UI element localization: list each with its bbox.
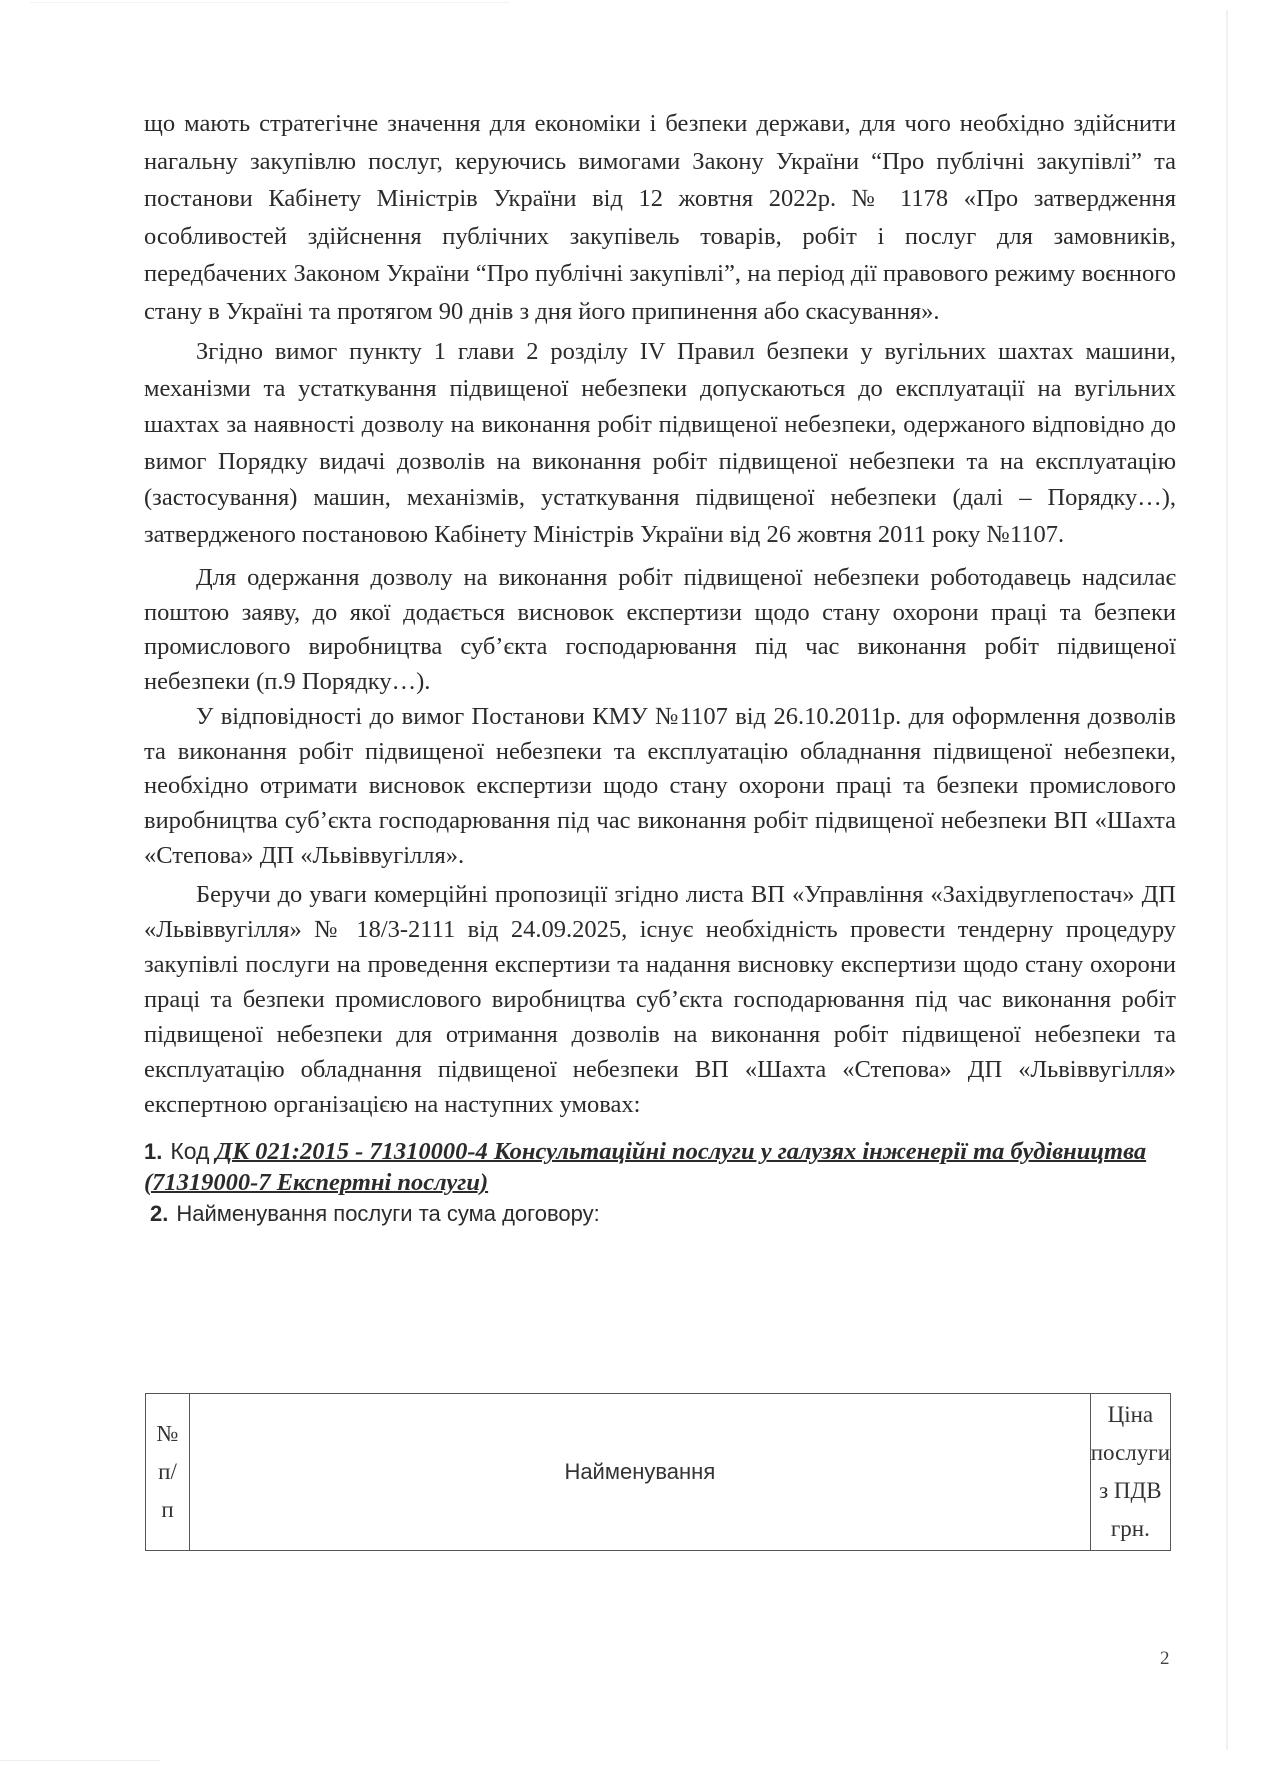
header-row-number: № п/ п <box>146 1394 190 1551</box>
paragraph-cmu-resolution: У відповідності до вимог Постанови КМУ №1107 від 26.10.2011р. для оформлення дозволів та виконання робіт підвищеної небезпеки та експлуатацію обладнання підвищеної небезпеки, необхідно отримати висновок експертизи щодо стану охорони праці та безпеки промислового виробництва суб’єкта господарювання під час виконання робіт підвищеної небезпеки ВП «Шахта «Степова» ДП «Львіввугілля». <box>144 702 1176 869</box>
item-text: Найменування послуги та сума договору: <box>176 1201 600 1227</box>
page-number: 2 <box>1160 1648 1170 1669</box>
page-edge <box>1226 10 1228 1750</box>
scan-artifact <box>30 2 510 3</box>
table-header-row <box>146 1394 1171 1551</box>
paragraph-commercial-offers: Беручи до уваги комерційні пропозиції згідно листа ВП «Управління «Західвуглепостач» ДП «Львіввугілля» № 18/3-2111 від 24.09.2025, існує необхідність провести тендерну процедуру закупівлі послуги на проведення експертизи та надання висновку експертизи щодо стану охорони праці та безпеки промислового виробництва суб’єкта господарювання під час виконання робіт підвищеної небезпеки для отримання дозволів на виконання робіт підвищеної небезпеки та експлуатацію обладнання підвищеної небезпеки ВП «Шахта «Степова» ДП «Львіввугілля» експертною організацією на наступних умовах: <box>144 881 1176 1119</box>
paragraph-permit-procedure: Для одержання дозволу на виконання робіт підвищеної небезпеки роботодавець надсилає поштою заяву, до якої додається висновок експертизи щодо стану охорони праці та безпеки промислового виробництва суб’єкта господарювання під час виконання робіт підвищеної небезпеки (п.9 Порядку…). <box>144 564 1176 696</box>
paragraph-safety-rules: Згідно вимог пункту 1 глави 2 розділу IV Правил безпеки у вугільних шахтах машини, механізми та устаткування підвищеної небезпеки допускаються до експлуатації на вугільних шахтах за наявності дозволу на виконання робіт підвищеної небезпеки, одержаного відповідно до вимог Порядку видачі дозволів на виконання робіт підвищеної небезпеки та на експлуатацію (застосування) машин, механізмів, устаткування підвищеної небезпеки (далі – Порядку…), затвердженого постановою Кабінету Міністрів України від 26 жовтня 2011 року №1107. <box>144 338 1176 548</box>
scan-artifact <box>0 1760 160 1761</box>
services-table <box>145 1393 1171 1551</box>
header-price: Ціна послуги з ПДВ грн. <box>1090 1394 1170 1551</box>
item-cpv-code <box>144 1136 1176 1198</box>
item-label: Код <box>170 1138 210 1165</box>
cpv-code-text: ДК 021:2015 - 71310000-4 Консультаційні послуги у галузях інженерії та будівництва (71319000-7 Експертні послуги) <box>144 1138 1147 1197</box>
item-service-name <box>150 1198 1176 1230</box>
item-number: 2. <box>150 1201 169 1227</box>
paragraph-procurement-basis: що мають стратегічне значення для економіки і безпеки держави, для чого необхідно здійснити нагальну закупівлю послуг, керуючись вимогами Закону України “Про публічні закупівлі” та постанови Кабінету Міністрів України від 12 жовтня 2022р. № 1178 «Про затвердження особливостей здійснення публічних закупівель товарів, робіт і послуг для замовників, передбачених Законом України “Про публічні закупівлі”, на період дії правового режиму воєнного стану в Україні та протягом 90 днів з дня його припинення або скасування». <box>144 110 1176 325</box>
header-name: Найменування <box>190 1394 1091 1551</box>
item-number: 1. <box>144 1139 163 1165</box>
document-body <box>144 105 1176 1230</box>
